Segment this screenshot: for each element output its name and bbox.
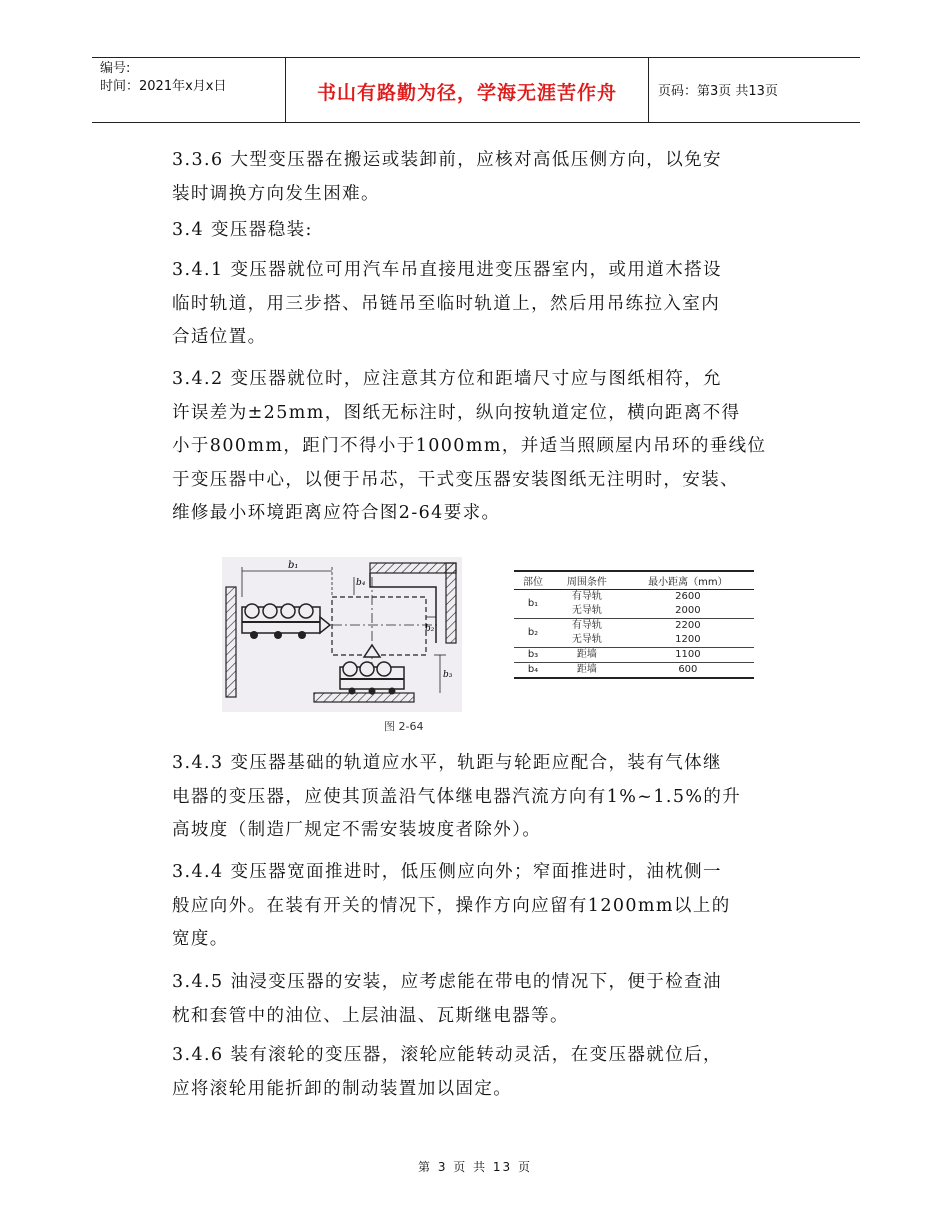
table-cell-distance: 1200 (622, 633, 754, 648)
text-line: 装时调换方向发生困难。 (172, 183, 380, 204)
header-meta (100, 60, 226, 96)
header-motto: 书山有路勤为径，学海无涯苦作舟 (316, 82, 617, 104)
paragraph-3-4-6 (172, 1039, 812, 1106)
text-line: 3.4.1 变压器就位可用汽车吊直接甩进变压器室内，或用道木搭设 (172, 260, 722, 280)
text-line: 3.3.6 大型变压器在搬运或装卸前，应核对高低压侧方向，以免安 (172, 150, 722, 170)
text-line: 3.4.4 变压器宽面推进时，低压侧应向外；窄面推进时，油枕侧一 (172, 862, 722, 882)
text-line: 高坡度（制造厂规定不需安装坡度者除外）。 (172, 820, 542, 840)
bottom-wall (314, 693, 414, 702)
header-page-info: 页码：第3页 共13页 (658, 84, 778, 99)
table-cell-distance: 1100 (622, 648, 754, 663)
paragraph-3-4-1 (172, 254, 812, 355)
text-line: 应将滚轮用能折卸的制动装置加以固定。 (172, 1078, 513, 1099)
table-header-cell: 周围条件 (552, 571, 622, 590)
target-position (332, 597, 426, 655)
paragraph-3-4-3 (172, 747, 812, 848)
table-cell-condition: 距墙 (552, 648, 622, 663)
table-cell-condition: 无导轨 (552, 604, 622, 619)
transformer-left (242, 604, 330, 639)
text-line: 于变压器中心，以便于吊芯，干式变压器安装图纸无注明时，安装、 (172, 469, 739, 490)
table-cell-condition: 无导轨 (552, 633, 622, 648)
text-line: 3.4.6 装有滚轮的变压器，滚轮应能转动灵活，在变压器就位后， (172, 1045, 722, 1065)
text-line: 3.4.2 变压器就位时，应注意其方位和距墙尺寸应与图纸相符，允 (172, 369, 722, 389)
top-wall (370, 563, 456, 573)
text-line: 枕和套管中的油位、上层油温、瓦斯继电器等。 (172, 1005, 569, 1026)
heading-3-4 (172, 214, 812, 248)
page-footer: 第 3 页 共 13 页 (418, 1160, 532, 1174)
document-time-label: 时间：2021年x月x日 (100, 79, 227, 94)
paragraph-3-4-4 (172, 856, 812, 957)
transformer-clearance-diagram (222, 557, 462, 712)
figure-2-64-diagram (222, 557, 462, 712)
text-line: 般应向外。在装有开关的情况下，操作方向应留有1200mm以上的 (172, 895, 731, 916)
paragraph-3-4-2 (172, 363, 812, 531)
table-header-cell: 部位 (514, 571, 552, 590)
left-wall (226, 587, 236, 697)
table-cell-distance: 2200 (675, 620, 701, 631)
transformer-bottom (340, 645, 404, 695)
table-cell-distance: 2000 (622, 604, 754, 619)
label-b3: b₃ (443, 670, 453, 680)
text-line: 许误差为±25mm，图纸无标注时，纵向按轨道定位，横向距离不得 (172, 402, 741, 423)
table-cell-distance: 2600 (675, 591, 701, 602)
header-divider (648, 58, 649, 122)
table-cell-part: b₁ (514, 590, 552, 619)
label-b1: b₁ (288, 560, 299, 571)
table-row (514, 648, 754, 663)
paragraph-3-3-6 (172, 144, 812, 211)
text-line: 小于800mm，距门不得小于1000mm，并适当照顾屋内吊环的垂线位 (172, 436, 767, 456)
document-number-label: 编号: (100, 61, 131, 76)
table-row (514, 590, 754, 605)
text-line: 合适位置。 (172, 327, 267, 347)
figure-caption: 图 2-64 (384, 720, 424, 733)
text-line: 3.4 变压器稳装: (172, 220, 313, 240)
table-cell-condition: 有导轨 (571, 591, 602, 602)
text-line: 临时轨道，用三步搭、吊链吊至临时轨道上，然后用吊练拉入室内 (172, 293, 721, 314)
table-header-row (514, 571, 754, 590)
label-b2: b₂ (425, 624, 435, 634)
right-wall (446, 563, 456, 643)
text-line: 维修最小环境距离应符合图2-64要求。 (172, 503, 501, 523)
text-line: 电器的变压器，应使其顶盖沿气体继电器汽流方向有1%~1.5%的升 (172, 786, 742, 807)
clearance-table (514, 570, 754, 679)
table-cell-distance: 600 (622, 663, 754, 679)
table-header-cell: 最小距离（mm） (622, 571, 754, 590)
page-header (92, 57, 860, 123)
table-cell-part: b₄ (514, 663, 552, 679)
text-line: 3.4.5 油浸变压器的安装，应考虑能在带电的情况下，便于检查油 (172, 972, 722, 992)
table-cell-part: b₃ (514, 648, 552, 663)
text-line: 宽度。 (172, 929, 229, 949)
table-row (514, 619, 754, 634)
table-cell-condition: 有导轨 (571, 620, 602, 631)
label-b4: b₄ (356, 578, 366, 588)
table-cell-part: b₂ (514, 619, 552, 648)
table-row (514, 663, 754, 679)
paragraph-3-4-5 (172, 966, 812, 1033)
text-line: 3.4.3 变压器基础的轨道应水平，轨距与轮距应配合，装有气体继 (172, 753, 722, 773)
table-cell-condition: 距墙 (552, 663, 622, 679)
